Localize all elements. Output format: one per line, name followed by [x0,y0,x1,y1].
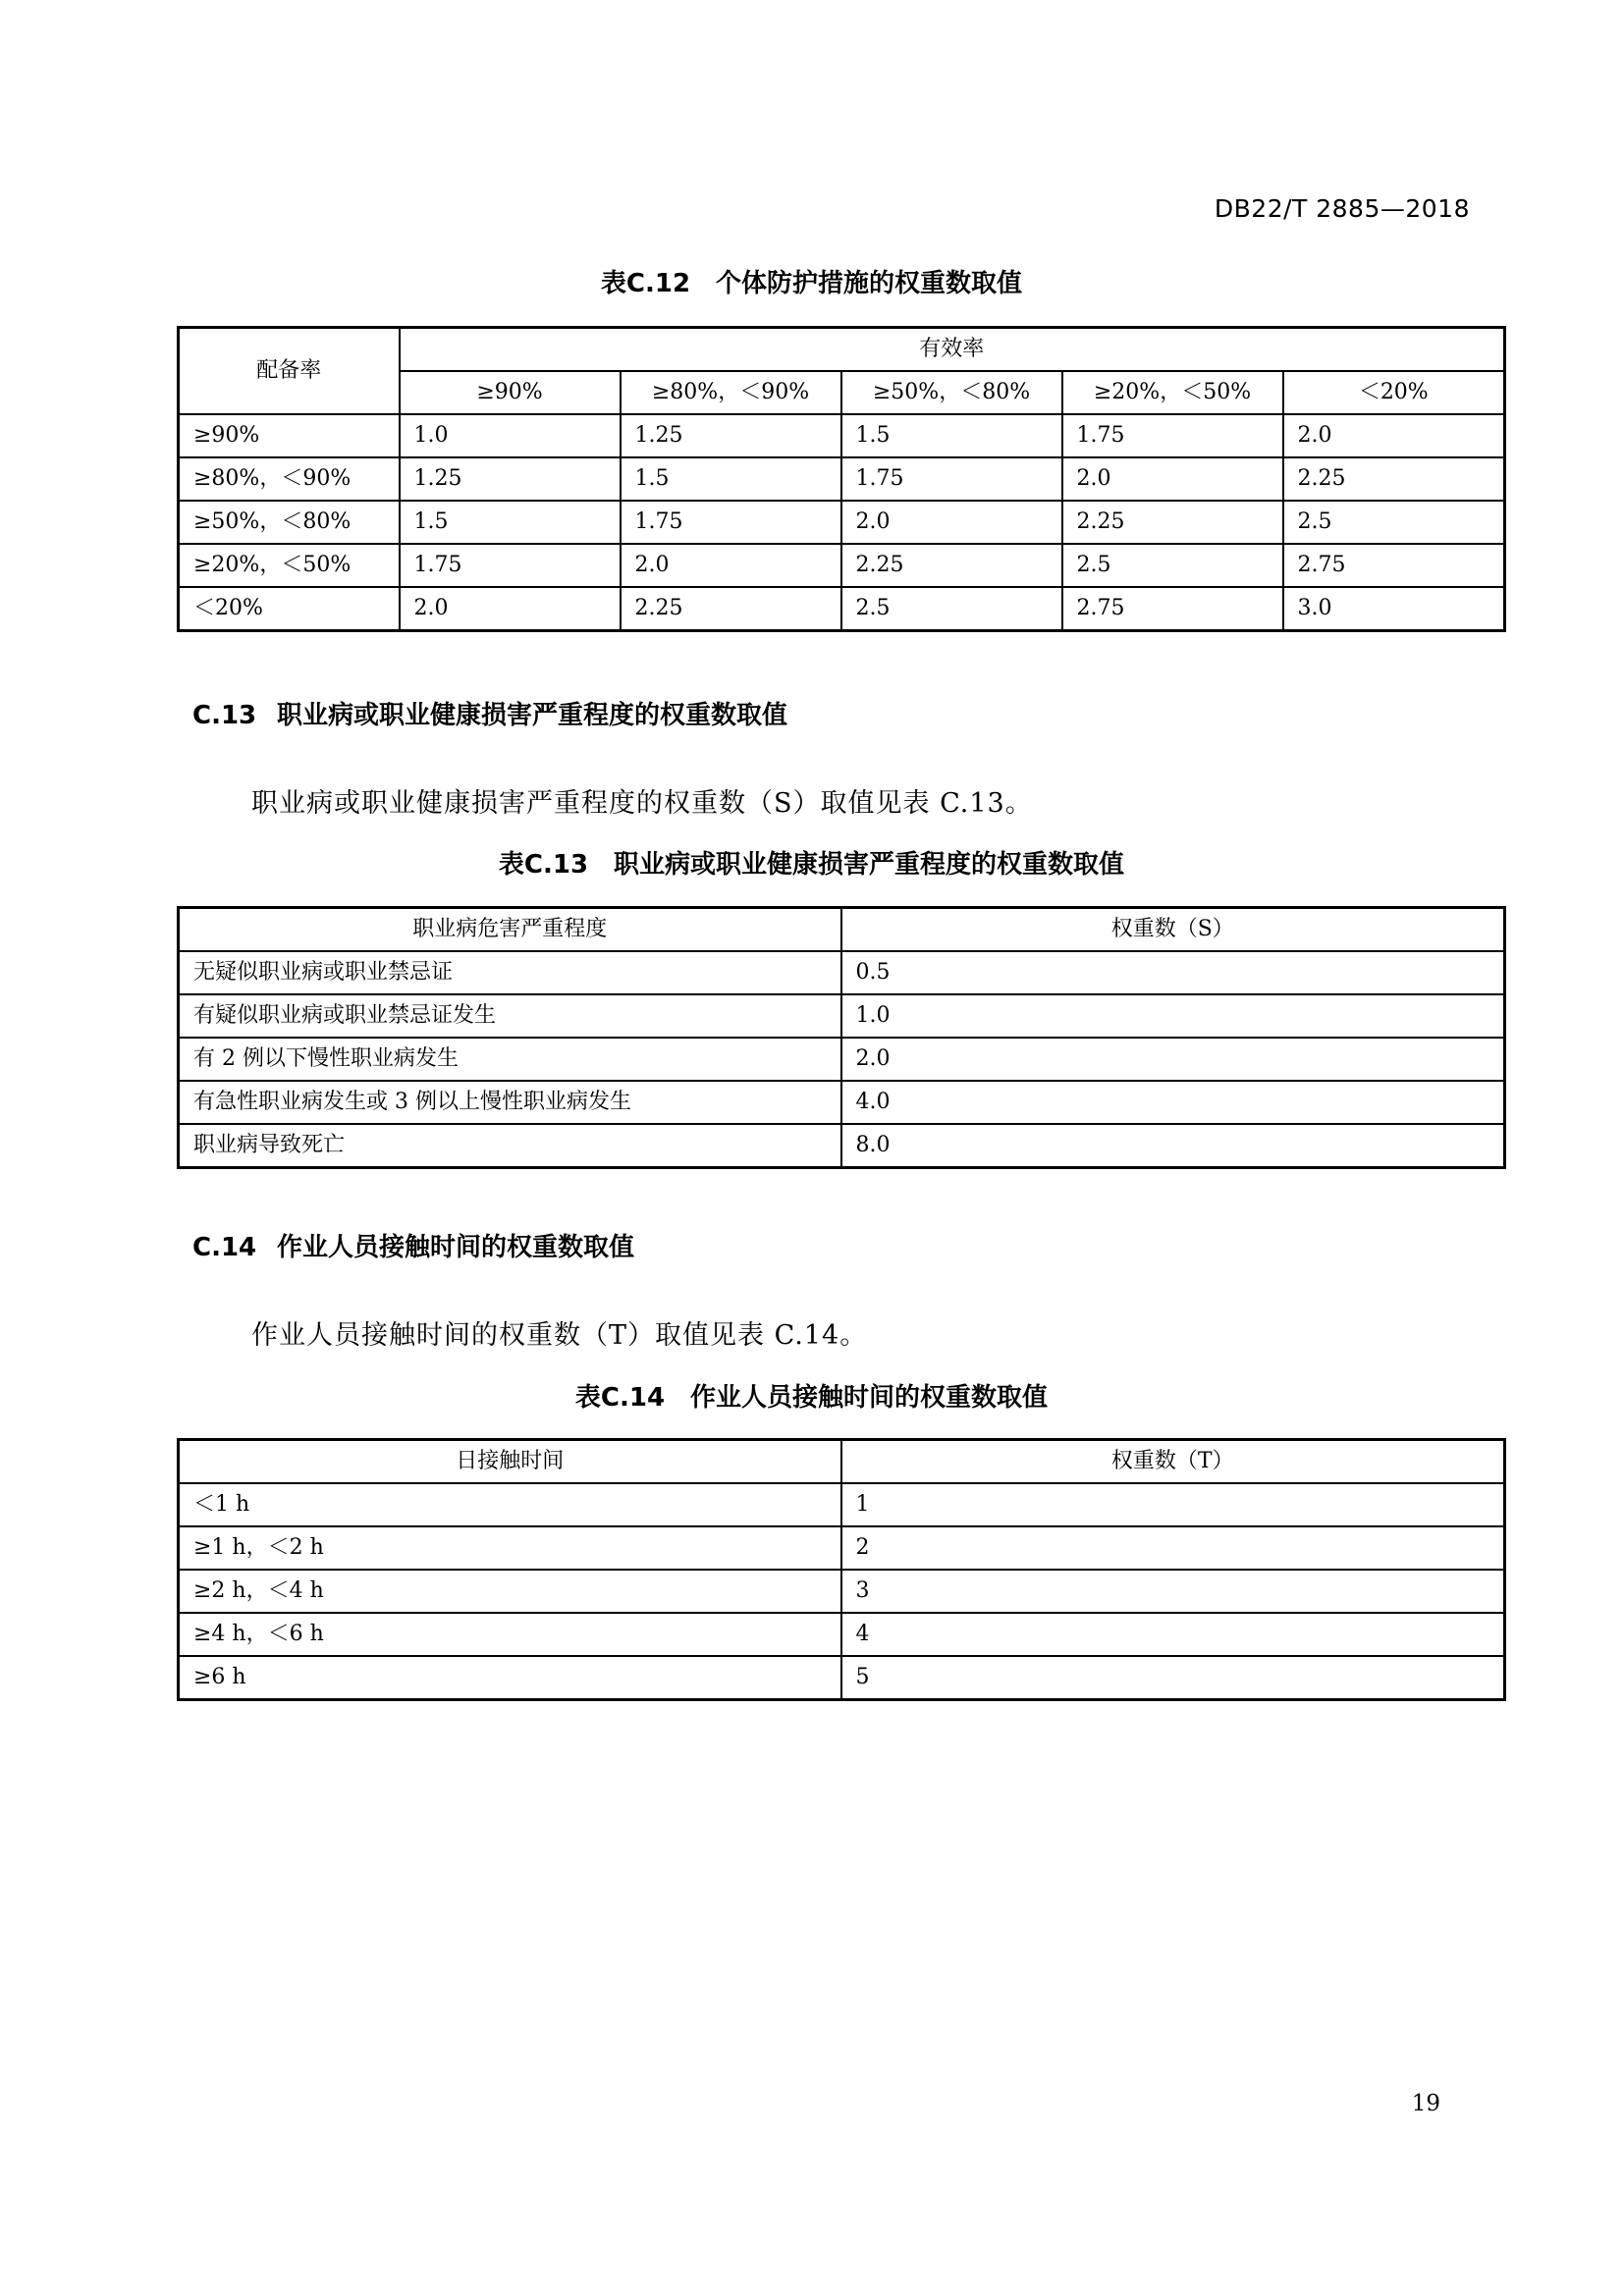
table-c12-row-header: 配备率 [179,328,400,415]
table-cell: 1.0 [841,994,1505,1038]
table-row [179,414,1505,457]
table-cell: 2.0 [400,587,621,631]
table-c12-col-header: ＜20% [1283,371,1505,414]
table-c14-header: 权重数（T） [841,1440,1505,1484]
table-c12-col-header: ≥80%，＜90% [621,371,841,414]
table-cell: ≥4 h，＜6 h [179,1613,841,1656]
section-c13-paragraph: 职业病或职业健康损害严重程度的权重数（S）取值见表 C.13。 [251,788,1033,819]
table-cell: 1.0 [400,414,621,457]
table-c12-col-header: ≥90% [400,371,621,414]
table-row [179,951,1505,994]
table-cell: 2.5 [1062,544,1283,587]
table-row [179,1613,1505,1656]
table-c12-col-header: ≥20%，＜50% [1062,371,1283,414]
table-cell: 3.0 [1283,587,1505,631]
table-cell: 1.75 [841,457,1062,501]
table-row [179,1038,1505,1081]
table-cell: 2.0 [841,1038,1505,1081]
table-cell: 1.75 [1062,414,1283,457]
table-c14 [177,1438,1506,1701]
table-row [179,994,1505,1038]
document-code: DB22/T 2885—2018 [1214,194,1470,223]
section-c14-heading [192,1227,634,1263]
table-c14-header: 日接触时间 [179,1440,841,1484]
section-c14-paragraph: 作业人员接触时间的权重数（T）取值见表 C.14。 [251,1320,868,1351]
table-cell: 2.0 [841,501,1062,544]
table-row [179,544,1505,587]
table-cell: 无疑似职业病或职业禁忌证 [179,951,841,994]
table-cell: 1.5 [621,457,841,501]
table-cell: 0.5 [841,951,1505,994]
table-row [179,1570,1505,1613]
section-title: 职业病或职业健康损害严重程度的权重数取值 [277,701,788,730]
table-cell: 2.5 [1283,501,1505,544]
table-cell: 2.75 [1283,544,1505,587]
table-c13-caption: 表C.13 职业病或职业健康损害严重程度的权重数取值 [498,850,1125,880]
table-cell: 1.5 [841,414,1062,457]
table-cell: 2.25 [621,587,841,631]
table-cell: 2.0 [621,544,841,587]
row-label: ≥90% [179,414,400,457]
table-c12-col-header: ≥50%，＜80% [841,371,1062,414]
page-number: 19 [1411,2091,1440,2116]
table-cell: 2.25 [841,544,1062,587]
table-cell: 4.0 [841,1081,1505,1124]
table-cell: 2.0 [1283,414,1505,457]
table-cell: 5 [841,1656,1505,1700]
section-title: 作业人员接触时间的权重数取值 [277,1233,635,1262]
row-label: ≥20%，＜50% [179,544,400,587]
section-number: C.14 [192,1233,257,1262]
row-label: ≥50%，＜80% [179,501,400,544]
table-cell: 1.75 [621,501,841,544]
table-row [179,587,1505,631]
table-cell: 1.75 [400,544,621,587]
section-c13-heading [192,695,787,731]
table-row [179,501,1505,544]
table-cell: ≥1 h，＜2 h [179,1526,841,1570]
table-cell: ≥6 h [179,1656,841,1700]
table-cell: 1.5 [400,501,621,544]
table-c12 [177,326,1506,632]
table-c13-header: 权重数（S） [841,908,1505,952]
table-cell: 2.25 [1283,457,1505,501]
table-cell: ＜1 h [179,1483,841,1526]
table-c13 [177,906,1506,1169]
table-row [179,1656,1505,1700]
table-row [179,1526,1505,1570]
table-cell: 有 2 例以下慢性职业病发生 [179,1038,841,1081]
table-c13-header: 职业病危害严重程度 [179,908,841,952]
table-row [179,1081,1505,1124]
table-c12-col-group-header: 有效率 [400,328,1505,372]
section-number: C.13 [192,701,257,730]
table-cell: 1 [841,1483,1505,1526]
table-cell: 4 [841,1613,1505,1656]
table-cell: 有疑似职业病或职业禁忌证发生 [179,994,841,1038]
table-cell: 2 [841,1526,1505,1570]
table-row [179,457,1505,501]
row-label: ≥80%，＜90% [179,457,400,501]
table-cell: 3 [841,1570,1505,1613]
table-cell: 8.0 [841,1124,1505,1168]
table-row [179,1124,1505,1168]
table-cell: 2.0 [1062,457,1283,501]
table-cell: 1.25 [621,414,841,457]
table-cell: 2.75 [1062,587,1283,631]
table-cell: 2.25 [1062,501,1283,544]
row-label: ＜20% [179,587,400,631]
table-cell: 有急性职业病发生或 3 例以上慢性职业病发生 [179,1081,841,1124]
table-cell: 2.5 [841,587,1062,631]
table-c14-caption: 表C.14 作业人员接触时间的权重数取值 [574,1383,1049,1413]
table-row [179,1483,1505,1526]
table-c12-caption: 表C.12 个体防护措施的权重数取值 [600,269,1023,298]
table-cell: 职业病导致死亡 [179,1124,841,1168]
table-cell: ≥2 h，＜4 h [179,1570,841,1613]
table-cell: 1.25 [400,457,621,501]
